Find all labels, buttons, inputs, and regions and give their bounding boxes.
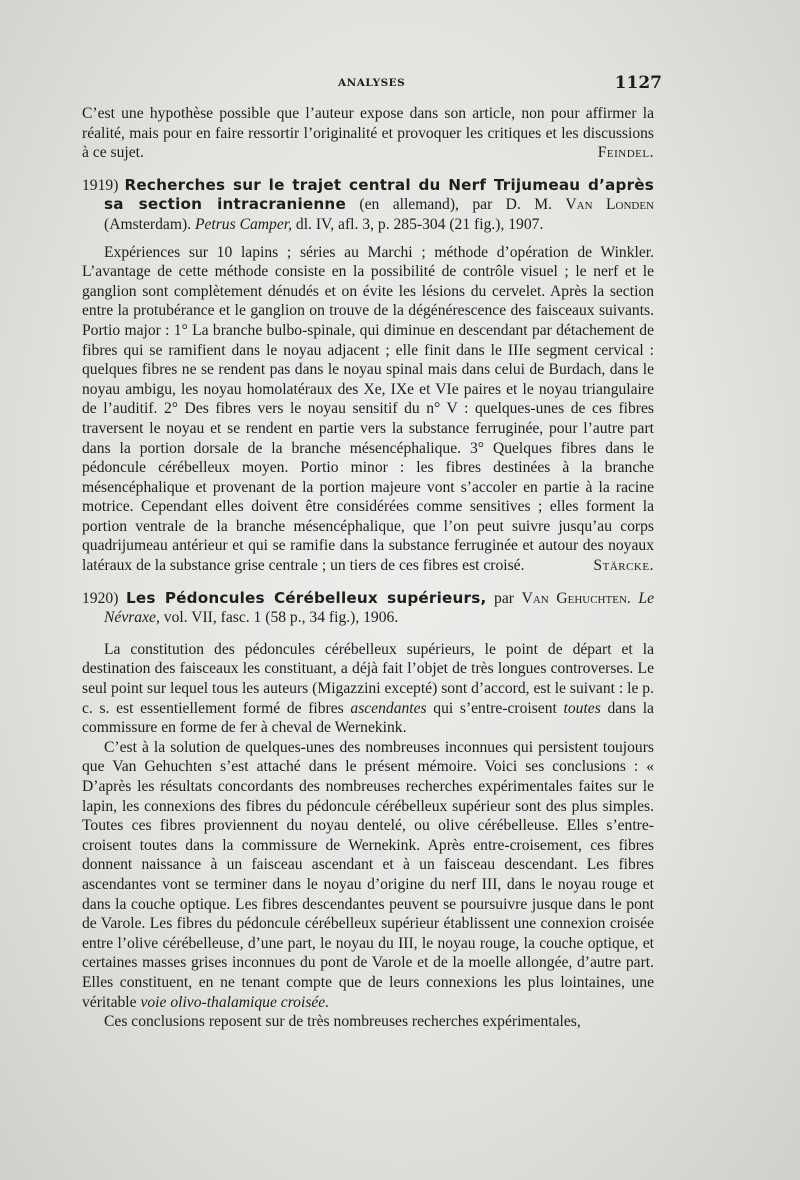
entry-1919-place: (Amsterdam). [104, 215, 192, 233]
para2-emphasis: voie olivo-thalamique croisée. [140, 993, 330, 1011]
entry-1919-text: Expériences sur 10 lapins ; séries au Marchi ; méthode d’opération de Winkler. L’avantage de cette méthode consiste en la possibilité de contrôle visuel ; le nerf et le ganglion sont complètement dénudés et on évite les lésions du cervelet. Après la section entre la protubérance et le ganglion on trouve de la dégénérescence des faisceaux suivants. Portio major : 1° La branche bulbo-spinale, qui diminue en descendant par détachement de fibres qui se ramifient dans le noyau adjacent ; elle finit dans le IIIe segment cervical : quelques fibres ne se rendent pas dans le noyau spinal mais dans celui de Burdach, dans le noyau ambigu, les noyau homolatéraux des Xe, IXe et VIe paires et le noyau triangulaire de l’auditif. 2° Des fibres vers le noyau sensitif du n° V : quelques-unes de ces fibres traversent le noyau et se rendent en partie vers la substance ferruginée, pour l’autre part dans la portion dorsale de la branche mésencéphalique. 3° Quelques fibres dans le pédoncule cérébelleux moyen. Portio minor : les fibres destinées à la branche mésencéphalique et provenant de la portion majeure vont s’accoler en partie à la racine motrice. Cependant elles doivent être considérées comme sensitives ; elles forment la portion ventrale de la branche mésencéphalique, que l’on peut suivre jusqu’au corps quadrijumeau antérieur et qui se ramifie dans la substance ferruginée et autour des noyaux latéraux de la substance grise centrale ; un tiers de ces fibres est croisé. [82, 243, 654, 575]
page-number: 1127 [614, 73, 662, 93]
entry-1919-lang: (en allemand), par D. M. [359, 196, 552, 214]
para2-text: C’est à la solution de quelques-unes des nombreuses inconnues qui persistent toujours que Van Gehuchten s’est attaché dans le présent mémoire. Voici ses conclusions : « D’après les résultats concordants des nombreuses recherches expérimentales faites sur le lapin, les connexions des fibres du pédoncule cérébelleux supérieur sont des plus simples. Toutes ces fibres proviennent du noyau dentelé, ou olive cérébelleuse. Elles s’entre-croisent toutes dans la commissure de Wernekink. Après entre-croisement, ces fibres donnent naissance à un faisceau ascendant et à un faisceau descendant. Les fibres ascendantes vont se terminer dans le noyau d’origine du nerf III, dans le noyau rouge et dans la couche optique. Les fibres descendantes peuvent se poursuivre jusque dans le pont de Varole. Les fibres du pédoncule cérébelleux supérieur établissent une connexion croisée entre l’olive cérébelleuse, d’une part, le noyau du III, le noyau rouge, la couche optique, et certaines masses grises inconnues du pont de Varole et de la moelle allongée, d’autre part. Elles constituent, en ne tenant compte que de leurs connexions les plus lointaines, une véritable [82, 738, 654, 1011]
para1-text-c: dans la commissure en forme de fer à cheval de Wernekink. [82, 699, 654, 737]
entry-1920-heading [82, 589, 654, 628]
entry-1920-paragraph-2 [82, 738, 654, 1012]
para1-text-a: La constitution des pédoncules cérébelleux supérieurs, le point de départ et la destination des faisceaux les constituant, a déjà fait l’objet de très longues controverses. Le seul point sur lequel tous les auteurs (Migazzini excepté) sont d’accord, est le suivant : le p. c. s. est essentiellement formé de fibres [82, 640, 654, 717]
entry-1920-details: vol. VII, fasc. 1 (58 p., 34 fig.), 1906. [163, 609, 399, 627]
page-header [68, 73, 662, 93]
running-title: ANALYSES [338, 77, 406, 89]
entry-1919-author: Van Londen [565, 196, 654, 214]
para1-emphasis-toutes: toutes [563, 699, 601, 717]
para1-text-b: qui s’entre-croisent [433, 699, 557, 717]
para1-emphasis-ascendantes: ascendantes [350, 699, 427, 717]
page-body [82, 104, 654, 1032]
entry-1920-paragraph-3 [82, 1012, 654, 1032]
entry-1920-title: Les Pédoncules Cérébelleux supérieurs, [126, 588, 487, 607]
entry-1919-details: dl. IV, afl. 3, p. 285-304 (21 fig.), 1907. [295, 215, 544, 233]
entry-1920-author: Van Gehuchten. [521, 589, 631, 607]
para3-text: Ces conclusions reposent sur de très nombreuses recherches expérimentales, [104, 1013, 581, 1031]
intro-signature: Feindel. [597, 144, 654, 162]
entry-1920-by: par [494, 589, 514, 607]
entry-1919-paragraph [82, 243, 654, 576]
intro-paragraph [82, 104, 654, 163]
entry-1919-number: 1919) [82, 176, 119, 194]
entry-1919-signature: Stärcke. [593, 557, 654, 575]
entry-1920-paragraph-1 [82, 640, 654, 738]
entry-1920-number: 1920) [82, 589, 119, 607]
entry-1920-journal: Le Névraxe, [104, 589, 655, 627]
entry-1919-heading [82, 176, 654, 235]
entry-1919-title: Recherches sur le trajet central du Nerf Trijumeau d’après sa section intracranienne [104, 175, 654, 214]
intro-text: C’est une hypothèse possible que l’auteur expose dans son article, non pour affirmer la réalité, mais pour en faire ressortir l’originalité et provoquer les critiques et les discussions à ce sujet. [82, 105, 654, 162]
entry-1919-journal: Petrus Camper, [194, 215, 292, 233]
